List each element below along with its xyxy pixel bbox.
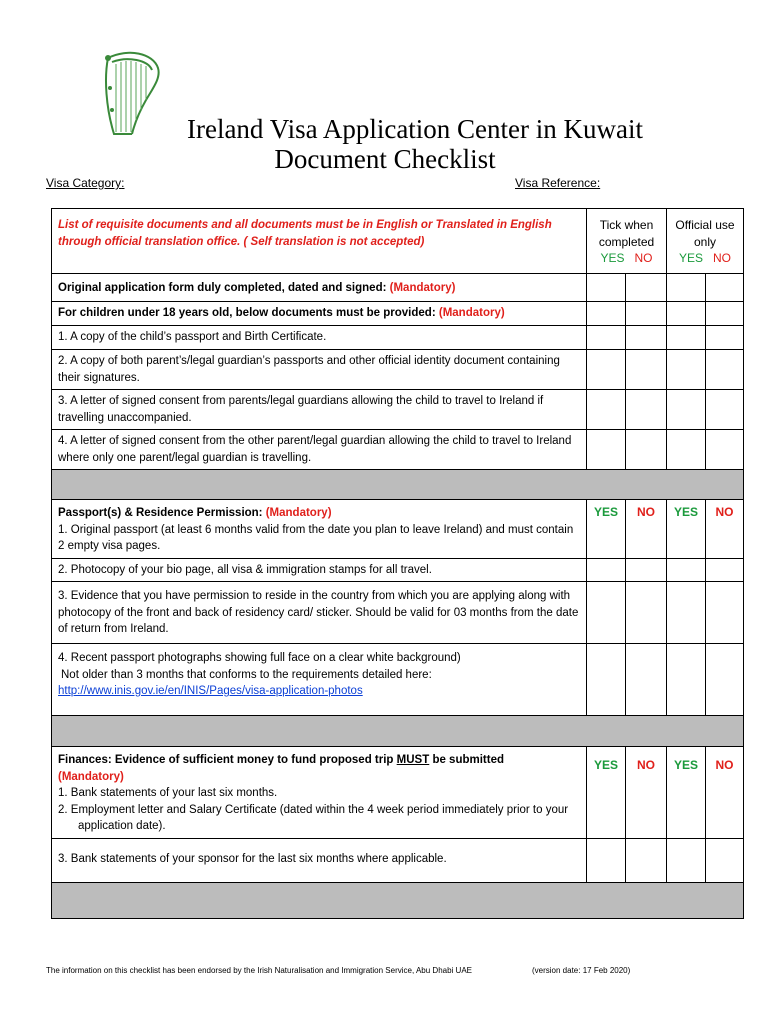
tick-no-cell[interactable]: NO [626, 747, 667, 839]
no-header: NO [634, 251, 653, 265]
official-no-cell: NO [706, 500, 744, 559]
yes-header: YES [600, 251, 625, 265]
section-application-form [52, 274, 587, 302]
table-row [52, 500, 744, 559]
official-no-cell [706, 390, 744, 430]
table-row [52, 430, 744, 470]
tick-yes-cell[interactable] [587, 390, 626, 430]
tick-no-cell[interactable] [626, 390, 667, 430]
page-subtitle: Document Checklist [274, 144, 496, 174]
official-no-cell [706, 644, 744, 716]
mandatory-tag: (Mandatory) [389, 282, 456, 294]
official-no-cell [706, 350, 744, 390]
official-yes-cell [667, 558, 706, 582]
list-item: 3. A letter of signed consent from parents/legal guardians allowing the child to travel to Ireland if travelling unaccompanied. [52, 390, 587, 430]
table-row [52, 326, 744, 350]
official-yes-cell [667, 350, 706, 390]
grey-divider [52, 470, 744, 500]
tick-no-cell[interactable] [626, 430, 667, 470]
mandatory-tag: (Mandatory) [438, 307, 505, 319]
list-item: 3. Evidence that you have permission to reside in the country from which you are applying along with photocopy of the front and back of residency card/ sticker. Should be valid for 03 months from the date of return from Ireland. [52, 582, 587, 644]
table-row [52, 274, 744, 302]
tick-yes-cell[interactable] [587, 302, 626, 326]
official-yes-cell [667, 838, 706, 882]
official-yes-cell [667, 430, 706, 470]
list-item: 2. Employment letter and Salary Certificate (dated within the 4 week period immediately prior to your application date). [58, 803, 569, 832]
footer-note: The information on this checklist has been endorsed by the Irish Naturalisation and Immigration Service, Abu Dhabi UAE [46, 966, 472, 975]
official-yes-cell [667, 644, 706, 716]
list-item: 3. Bank statements of your sponsor for the last six months where applicable. [52, 838, 587, 882]
page-title: Ireland Visa Application Center in Kuwait [186, 114, 644, 144]
section-heading: Finances: Evidence of sufficient money to fund proposed trip [58, 754, 397, 766]
visa-reference-field[interactable] [515, 176, 600, 190]
section-heading: Passport(s) & Residence Permission: [58, 507, 263, 519]
section-heading: Original application form duly completed, dated and signed: [58, 282, 387, 294]
tick-yes-cell[interactable] [587, 558, 626, 582]
mandatory-tag: (Mandatory) [265, 507, 332, 519]
photo-note: Not older than 3 months that conforms to the requirements detailed here: [61, 668, 432, 681]
tick-header: Tick when completed [598, 218, 655, 249]
colon: : [121, 176, 125, 190]
inis-photo-link[interactable]: http://www.inis.gov.ie/en/INIS/Pages/visa-application-photos [58, 685, 363, 697]
tick-no-cell[interactable] [626, 350, 667, 390]
divider-row [52, 716, 744, 747]
list-item: 1. Bank statements of your last six months. [58, 787, 278, 799]
tick-no-cell[interactable]: NO [626, 500, 667, 559]
tick-yes-cell[interactable] [587, 274, 626, 302]
visa-reference-label: Visa Reference [515, 176, 597, 190]
table-header-row [52, 209, 744, 274]
tick-yes-cell[interactable] [587, 582, 626, 644]
official-yes-cell [667, 302, 706, 326]
mandatory-tag: (Mandatory) [58, 770, 124, 783]
official-yes-cell [667, 326, 706, 350]
visa-category-field[interactable] [46, 176, 125, 190]
list-item: 1. Original passport (at least 6 months valid from the date you plan to leave Ireland) and must contain 2 empty visa pages. [58, 523, 574, 552]
official-no-cell [706, 326, 744, 350]
yes-header: YES [678, 251, 703, 265]
official-yes-cell [667, 390, 706, 430]
official-no-cell [706, 838, 744, 882]
official-no-cell: NO [706, 747, 744, 839]
tick-yes-cell[interactable] [587, 350, 626, 390]
official-yes-cell [667, 582, 706, 644]
grey-divider [52, 716, 744, 747]
tick-yes-cell[interactable] [587, 838, 626, 882]
official-yes-cell: YES [667, 747, 706, 839]
table-row [52, 558, 744, 582]
tick-no-cell[interactable] [626, 838, 667, 882]
official-header: Official use only [675, 218, 735, 249]
list-item: 1. A copy of the child’s passport and Birth Certificate. [52, 326, 587, 350]
official-yes-cell [667, 274, 706, 302]
tick-no-cell[interactable] [626, 302, 667, 326]
table-row [52, 644, 744, 716]
tick-header-cell [587, 209, 667, 274]
tick-no-cell[interactable] [626, 582, 667, 644]
tick-yes-cell[interactable] [587, 326, 626, 350]
tick-no-cell[interactable] [626, 274, 667, 302]
no-header: NO [713, 251, 732, 265]
tick-yes-cell[interactable]: YES [587, 747, 626, 839]
divider-row [52, 882, 744, 918]
list-item: 4. A letter of signed consent from the other parent/legal guardian allowing the child to travel to Ireland where only one parent/legal guardian is travelling. [52, 430, 587, 470]
tick-yes-cell[interactable]: YES [587, 500, 626, 559]
list-item: 2. A copy of both parent’s/legal guardian’s passports and other official identity document containing their signatures. [52, 350, 587, 390]
tick-no-cell[interactable] [626, 326, 667, 350]
section-heading: For children under 18 years old, below documents must be provided: [58, 307, 436, 319]
tick-yes-cell[interactable] [587, 644, 626, 716]
official-no-cell [706, 302, 744, 326]
tick-yes-cell[interactable] [587, 430, 626, 470]
colon: : [596, 176, 601, 190]
intro-note [52, 209, 587, 274]
section-passport [52, 500, 587, 559]
divider-row [52, 470, 744, 500]
must-emphasis: MUST [396, 754, 430, 766]
list-item: 4. Recent passport photographs showing full face on a clear white background) [58, 652, 461, 664]
footer-version: (version date: 17 Feb 2020) [532, 966, 631, 975]
official-yes-cell: YES [667, 500, 706, 559]
intro-text: List of requisite documents and all documents must be in English or Translated in English through official translation office. ( Self translation is not accepted) [58, 219, 552, 248]
official-header-cell [667, 209, 744, 274]
official-no-cell [706, 582, 744, 644]
visa-category-label: Visa Category [46, 176, 122, 190]
official-no-cell [706, 274, 744, 302]
photo-requirements [52, 644, 587, 716]
table-row [52, 838, 744, 882]
tick-no-cell[interactable] [626, 644, 667, 716]
section-children [52, 302, 587, 326]
table-row [52, 747, 744, 839]
checklist-table [51, 208, 744, 919]
official-no-cell [706, 558, 744, 582]
table-row [52, 302, 744, 326]
grey-divider [52, 882, 744, 918]
table-row [52, 350, 744, 390]
official-no-cell [706, 430, 744, 470]
table-row [52, 582, 744, 644]
list-item: 2. Photocopy of your bio page, all visa & immigration stamps for all travel. [52, 558, 587, 582]
section-finances [52, 747, 587, 839]
table-row [52, 390, 744, 430]
section-heading-end: be submitted [429, 754, 505, 766]
tick-no-cell[interactable] [626, 558, 667, 582]
